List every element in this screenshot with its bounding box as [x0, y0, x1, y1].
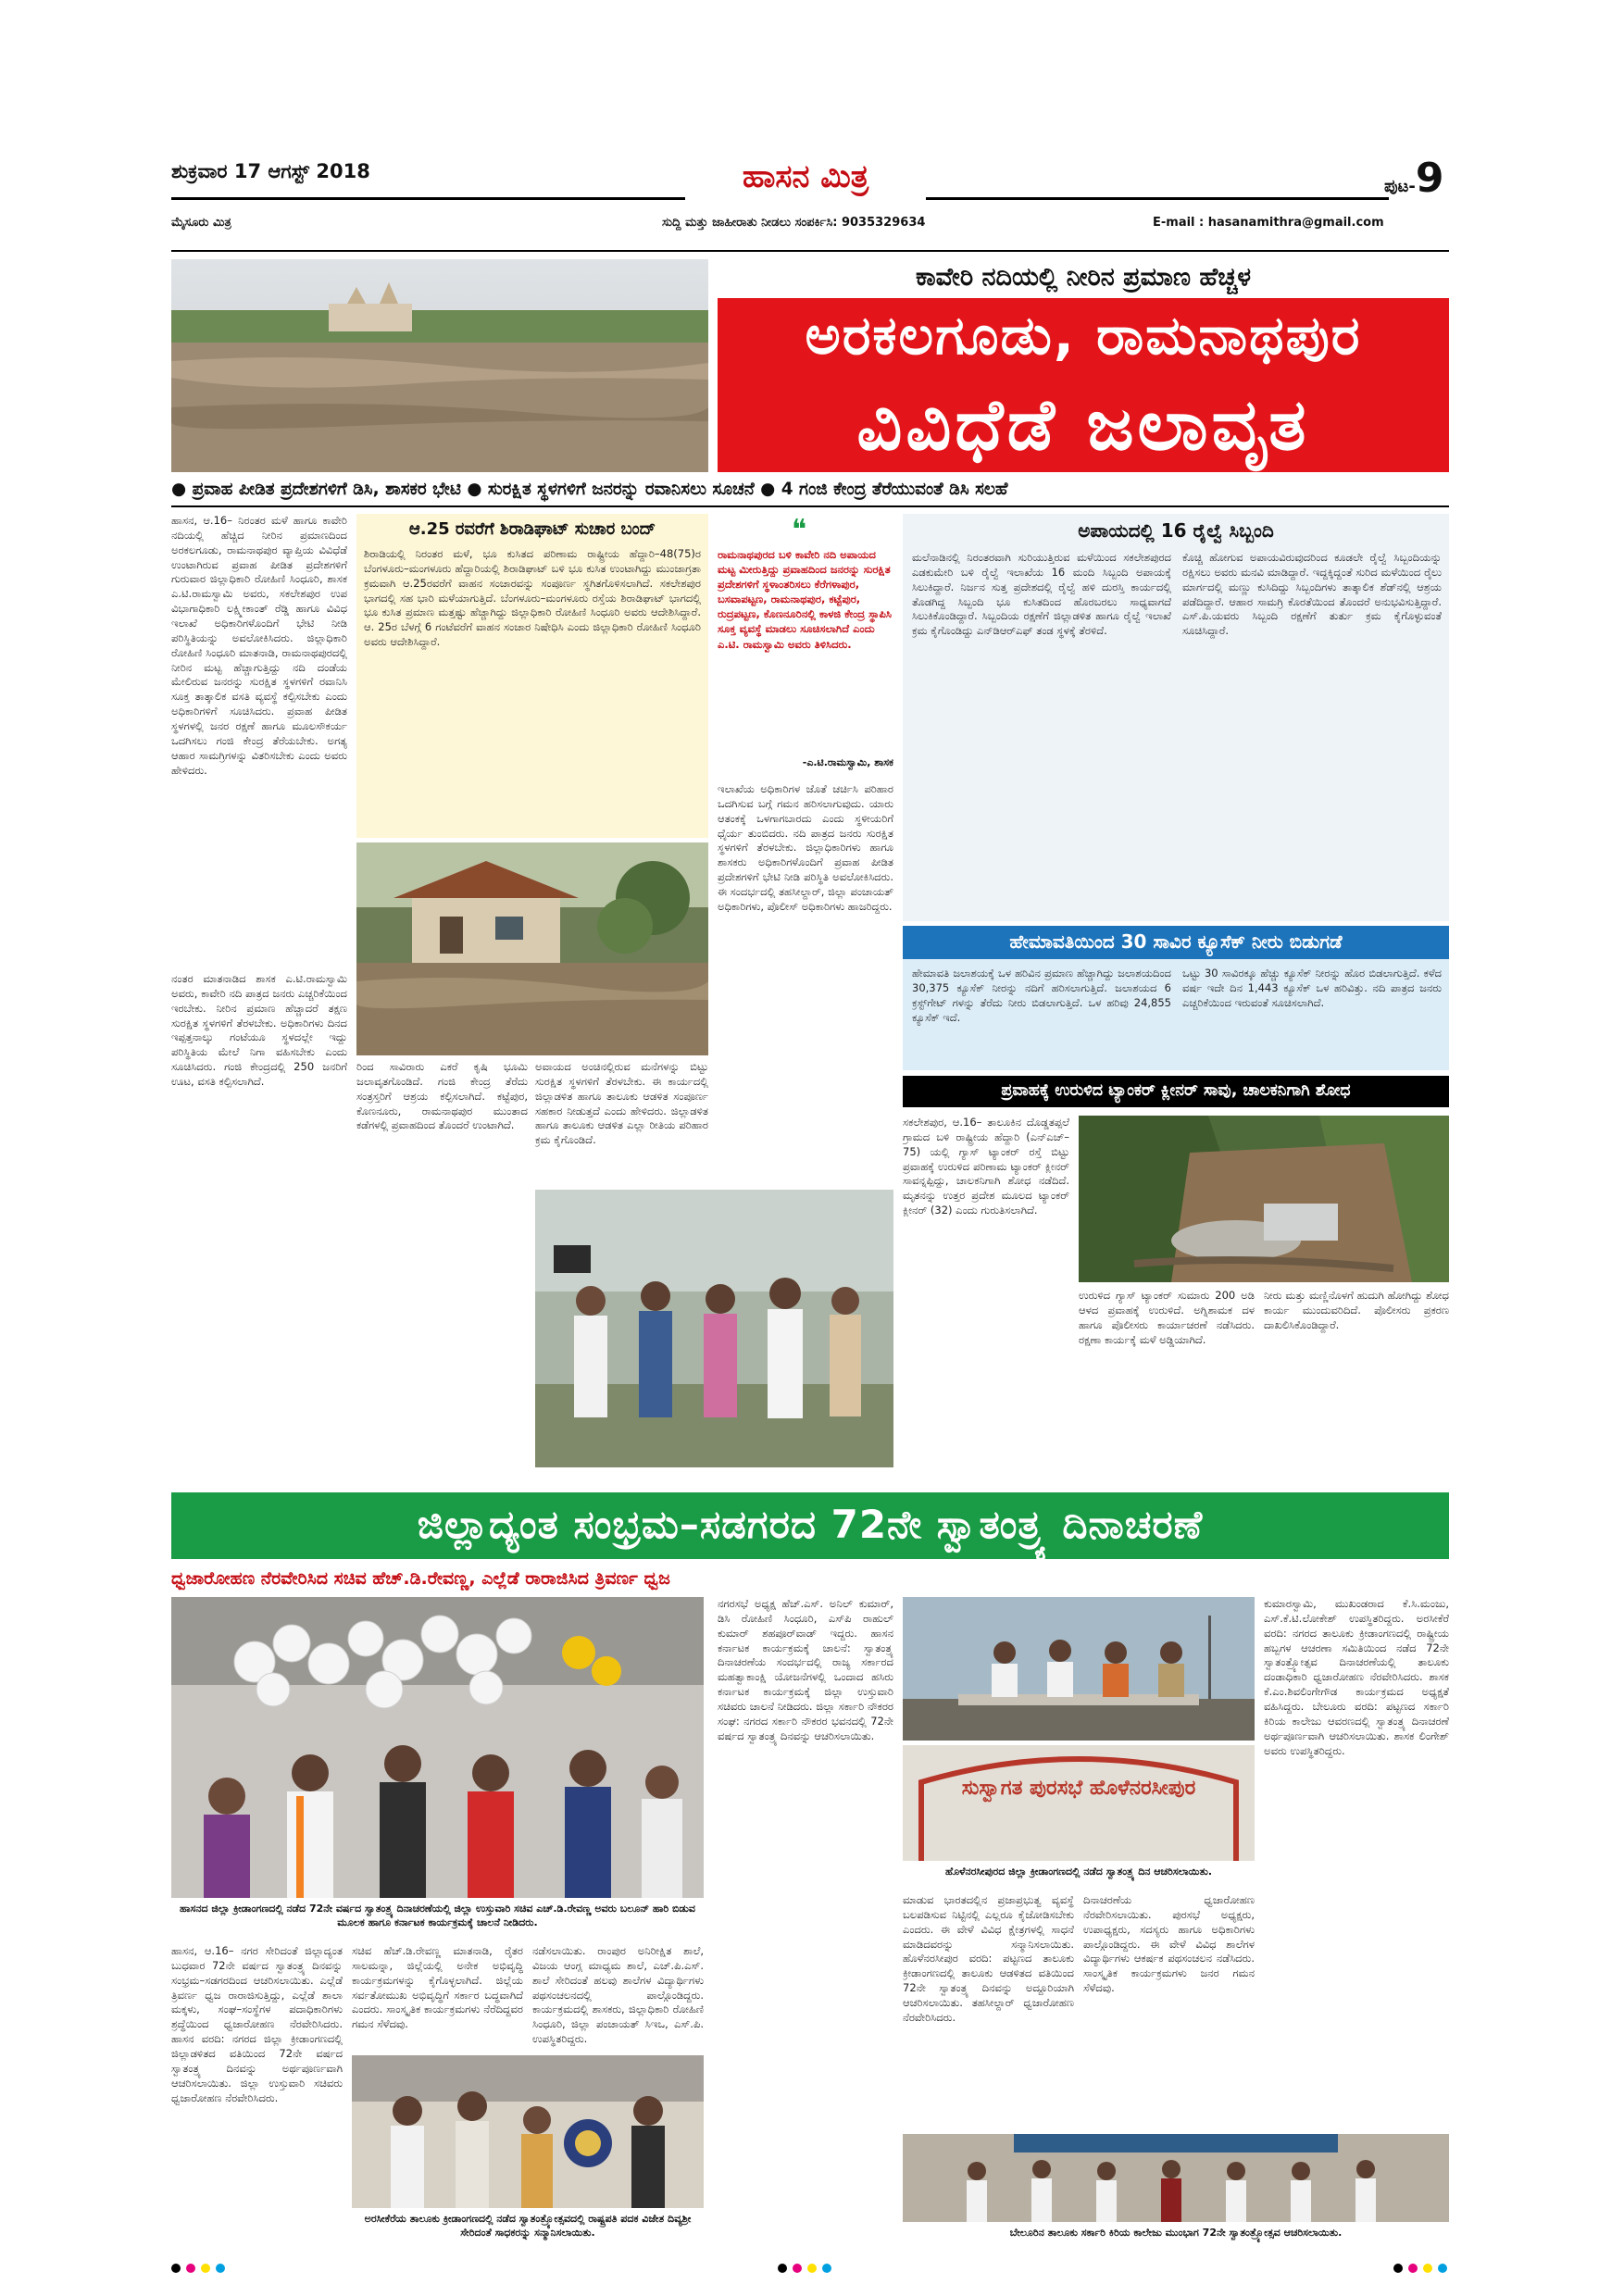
flooded-house-photo [356, 842, 708, 1055]
footer-registration-dots-right [1393, 2259, 1453, 2277]
hemavathi-body-col2: ಒಟ್ಟು 30 ಸಾವಿರಕ್ಕೂ ಹೆಚ್ಚು ಕ್ಯೂಸೆಕ್ ನೀರನ್ನು ಹೊರ ಬಿಡಲಾಗುತ್ತಿದೆ. ಕಳೆದ ವರ್ಷ ಇದೇ ದಿನ 1,443 ಕ್ಯೂಸೆಕ್ ಒಳ ಹರಿವಿತ್ತು. ನದಿ ಪಾತ್ರದ ಜನರು ಎಚ್ಚರಿಕೆಯಿಂದ ಇರುವಂತೆ ಸೂಚಿಸಲಾಗಿದೆ. [1182, 967, 1442, 1009]
quote-attribution: -ಎ.ಟಿ.ರಾಮಸ್ವಾಮಿ, ಶಾಸಕ [802, 756, 893, 768]
tanker-body-col2: ಉರುಳಿದ ಗ್ಯಾಸ್ ಟ್ಯಾಂಕರ್ ಸುಮಾರು 200 ಅಡಿ ಆಳದ ಪ್ರವಾಹಕ್ಕೆ ಉರುಳಿದೆ. ಅಗ್ನಿಶಾಮಕ ದಳ ಹಾಗೂ ಪೊಲೀಸರು ಕಾರ್ಯಾಚರಣೆ ನಡೆಸಿದರು. ರಕ್ಷಣಾ ಕಾರ್ಯಕ್ಕೆ ಮಳೆ ಅಡ್ಡಿಯಾಗಿದೆ. [1079, 1289, 1255, 1346]
contact-line: ಸುದ್ದಿ ಮತ್ತು ಜಾಹೀರಾತು ನೀಡಲು ಸಂಪರ್ಕಿಸಿ: 9035329634 [662, 216, 926, 230]
holenarsipur-welcome-arch-photo [903, 1745, 1255, 1861]
arsikere-felicitation-photo [352, 2055, 704, 2208]
email-line: E-mail : hasanamithra@gmail.com [1153, 216, 1384, 230]
registration-dot [201, 2264, 210, 2273]
independence-body-col-a: ಹಾಸನ, ಆ.16– ನಗರ ಸೇರಿದಂತೆ ಜಿಲ್ಲಾದ್ಯಂತ ಬುಧವಾರ 72ನೇ ವರ್ಷದ ಸ್ವಾತಂತ್ರ್ಯ ದಿನವನ್ನು ಸಂಭ್ರಮ–ಸಡಗರದಿಂದ ಆಚರಿಸಲಾಯಿತು. ಎಲ್ಲೆಡೆ ತ್ರಿವರ್ಣ ಧ್ವಜ ರಾರಾಜಿಸುತ್ತಿದ್ದು, ಎಲ್ಲೆಡೆ ಶಾಲಾ ಮಕ್ಕಳು, ಸಂಘ–ಸಂಸ್ಥೆಗಳ ಪದಾಧಿಕಾರಿಗಳು ಶ್ರದ್ಧೆಯಿಂದ ಧ್ವಜಾರೋಹಣ ನೆರವೇರಿಸಿದರು. ಹಾಸನ ವರದಿ: ನಗರದ ಜಿಲ್ಲಾ ಕ್ರೀಡಾಂಗಣದಲ್ಲಿ ಜಿಲ್ಲಾಡಳಿತದ ವತಿಯಿಂದ 72ನೇ ವರ್ಷದ ಸ್ವಾತಂತ್ರ್ಯ ದಿನವನ್ನು ಅರ್ಥಪೂರ್ಣವಾಗಿ ಆಚರಿಸಲಾಯಿತು. ಜಿಲ್ಲಾ ಉಸ್ತುವಾರಿ ಸಚಿವರು ಧ್ವಜಾರೋಹಣ ನೆರವೇರಿಸಿದರು. [171, 1944, 343, 2104]
railway-headline: ಅಪಾಯದಲ್ಲಿ 16 ರೈಲ್ವೆ ಸಿಬ್ಬಂದಿ [1078, 519, 1274, 542]
lead-kicker: ಕಾವೇರಿ ನದಿಯಲ್ಲಿ ನೀರಿನ ಪ್ರಮಾಣ ಹೆಚ್ಚಳ [916, 263, 1251, 292]
footer-registration-dots-left [171, 2259, 231, 2277]
registration-dot [1408, 2264, 1418, 2273]
page-number: 9 [1415, 155, 1444, 202]
tanker-headline-bar [903, 1076, 1449, 1107]
independence-subhead: ಧ್ವಜಾರೋಹಣ ನೆರವೇರಿಸಿದ ಸಚಿವ ಹೆಚ್.ಡಿ.ರೇವಣ್ಣ, ಎಲ್ಲೆಡೆ ರಾರಾಜಿಸಿದ ತ್ರಿವರ್ಣ ಧ್ವಜ [171, 1568, 670, 1589]
masthead-rule-left [171, 197, 685, 200]
tanker-accident-photo [1079, 1116, 1449, 1282]
registration-dot [171, 2264, 181, 2273]
registration-dot [1393, 2264, 1403, 2273]
newspaper-title: ಹಾಸನ ಮಿತ್ರ [742, 158, 869, 195]
independence-body-col-g: ಕುಮಾರಸ್ವಾಮಿ, ಮುಖಂಡರಾದ ಕೆ.ಸಿ.ಮಂಜು, ಎಸ್.ಕೆ.ಟಿ.ಲೋಕೇಶ್ ಉಪಸ್ಥಿತರಿದ್ದರು. ಅರಸೀಕೆರೆ ವರದಿ: ನಗರದ ತಾಲೂಕು ಕ್ರೀಡಾಂಗಣದಲ್ಲಿ ರಾಷ್ಟ್ರೀಯ ಹಬ್ಬಗಳ ಆಚರಣಾ ಸಮಿತಿಯಿಂದ ನಡೆದ 72ನೇ ಸ್ವಾತಂತ್ರ್ಯೋತ್ಸವ ದಿನಾಚರಣೆಯಲ್ಲಿ ತಾಲೂಕು ದಂಡಾಧಿಕಾರಿ ಧ್ವಜಾರೋಹಣ ನೆರವೇರಿಸಿದರು. ಶಾಸಕ ಕೆ.ಎಂ.ಶಿವಲಿಂಗೇಗೌಡ ಕಾರ್ಯಕ್ರಮದ ಅಧ್ಯಕ್ಷತೆ ವಹಿಸಿದ್ದರು. ಬೇಲೂರು ವರದಿ: ಪಟ್ಟಣದ ಸರ್ಕಾರಿ ಕಿರಿಯ ಕಾಲೇಜು ಆವರಣದಲ್ಲಿ ಸ್ವಾತಂತ್ರ್ಯ ದಿನಾಚರಣೆ ಅರ್ಥಪೂರ್ಣವಾಗಿ ಆಚರಿಸಲಾಯಿತು. ಶಾಸಕ ಲಿಂಗೇಶ್ ಅವರು ಉಪಸ್ಥಿತರಿದ್ದರು. [1264, 1597, 1449, 1757]
masthead-rule-right [926, 197, 1389, 200]
hemavathi-body-col1: ಹೇಮಾವತಿ ಜಲಾಶಯಕ್ಕೆ ಒಳ ಹರಿವಿನ ಪ್ರಮಾಣ ಹೆಚ್ಚಾಗಿದ್ದು ಜಲಾಶಯದಿಂದ 30,375 ಕ್ಯೂಸೆಕ್ ನೀರನ್ನು ನದಿಗೆ ಹರಿಸಲಾಗುತ್ತಿದೆ. ಜಲಾಶಯದ 6 ಕ್ರಸ್ಟ್‌ಗೇಟ್ ಗಳನ್ನು ತೆರೆದು ನೀರು ಬಿಡಲಾಗುತ್ತಿದೆ. ಒಳ ಹರಿವು 24,855 ಕ್ಯೂಸೆಕ್ ಇದೆ. [912, 967, 1171, 1024]
dc-visit-photo [535, 1190, 893, 1467]
railway-body-col1: ಮಲೆನಾಡಿನಲ್ಲಿ ನಿರಂತರವಾಗಿ ಸುರಿಯುತ್ತಿರುವ ಮಳೆಯಿಂದ ಸಕಲೇಶಪುರದ ಎಡಕುಮೇರಿ ಬಳಿ ರೈಲ್ವೆ ಇಲಾಖೆಯ 16 ಮಂದಿ ಸಿಬ್ಬಂದಿ ಅಪಾಯಕ್ಕೆ ಸಿಲುಕಿದ್ದಾರೆ. ನಿರ್ಜನ ಸುತ್ತ ಪ್ರದೇಶದಲ್ಲಿ ರೈಲ್ವೆ ಹಳಿ ದುರಸ್ತಿ ಕಾರ್ಯದಲ್ಲಿ ತೊಡಗಿದ್ದ ಸಿಬ್ಬಂದಿ ಭೂ ಕುಸಿತದಿಂದ ಹೊರಬರಲು ಸಾಧ್ಯವಾಗದೆ ಸಿಲುಕಿಕೊಂಡಿದ್ದಾರೆ. ಸಿಬ್ಬಂದಿಯ ರಕ್ಷಣೆಗೆ ಜಿಲ್ಲಾಡಳಿತ ಹಾಗೂ ರೈಲ್ವೆ ಇಲಾಖೆ ಕ್ರಮ ಕೈಗೊಂಡಿದ್ದು ಎನ್‌ಡಿಆರ್‌ಎಫ್ ತಂಡ ಸ್ಥಳಕ್ಕೆ ತೆರಳಿದೆ. [912, 551, 1171, 638]
lead-headline-line-1: ಅರಕಲಗೂಡು, ರಾಮನಾಥಪುರ [805, 304, 1362, 367]
belur-celebration-photo [903, 2134, 1449, 2222]
lead-strap-rule [171, 505, 1449, 507]
lead-strap: ● ಪ್ರವಾಹ ಪೀಡಿತ ಪ್ರದೇಶಗಳಿಗೆ ಡಿಸಿ, ಶಾಸಕರ ಭೇಟಿ ● ಸುರಕ್ಷಿತ ಸ್ಥಳಗಳಿಗೆ ಜನರನ್ನು ರವಾನಿಸಲು ಸೂಚನೆ ● 4 ಗಂಜಿ ಕೇಂದ್ರ ತೆರೆಯುವಂತೆ ಡಿಸಿ ಸಲಹೆ [171, 480, 1008, 499]
independence-body-col-b: ಸಚಿವ ಹೆಚ್.ಡಿ.ರೇವಣ್ಣ ಮಾತನಾಡಿ, ರೈತರ ಸಾಲಮನ್ನಾ, ಜಿಲ್ಲೆಯಲ್ಲಿ ಅನೇಕ ಅಭಿವೃದ್ಧಿ ಕಾರ್ಯಕ್ರಮಗಳನ್ನು ಕೈಗೊಳ್ಳಲಾಗಿದೆ. ಜಿಲ್ಲೆಯ ಸರ್ವತೋಮುಖ ಅಭಿವೃದ್ಧಿಗೆ ಸರ್ಕಾರ ಬದ್ಧವಾಗಿದೆ ಎಂದರು. ಸಾಂಸ್ಕೃತಿಕ ಕಾರ್ಯಕ್ರಮಗಳು ನೆರೆದಿದ್ದವರ ಗಮನ ಸೆಳೆದವು. [352, 1944, 523, 2031]
issue-date: ಶುಕ್ರವಾರ 17 ಆಗಸ್ಟ್ 2018 [171, 160, 370, 182]
lead-headline-line-2: ವಿವಿಧೆಡೆ ಜಲಾವೃತ [856, 383, 1310, 466]
quote-box [718, 514, 893, 778]
belur-photo-caption: ಬೇಲೂರಿನ ತಾಲೂಕು ಸರ್ಕಾರಿ ಕಿರಿಯ ಕಾಲೇಜು ಮುಂಭಾಗ 72ನೇ ಸ್ವಾತಂತ್ರ್ಯೋತ್ಸವ ಆಚರಿಸಲಾಯಿತು. [1009, 2227, 1343, 2239]
registration-dot [807, 2264, 817, 2273]
page-label [1384, 155, 1444, 202]
independence-headline: ಜಿಲ್ಲಾದ್ಯಂತ ಸಂಭ್ರಮ–ಸಡಗರದ 72ನೇ ಸ್ವಾತಂತ್ರ್ಯ ದಿನಾಚರಣೆ [417, 1502, 1204, 1547]
independence-body-col-c: ನಡೆಸಲಾಯಿತು. ರಾಂಪುರ ಅನಿರೀಕ್ಷಿತ ಶಾಲೆ, ವಿಜಯ ಆಂಗ್ಲ ಮಾಧ್ಯಮ ಶಾಲೆ, ಎಚ್.ಪಿ.ಎಸ್. ಶಾಲೆ ಸೇರಿದಂತೆ ಹಲವು ಶಾಲೆಗಳ ವಿದ್ಯಾರ್ಥಿಗಳು ಪಥಸಂಚಲನದಲ್ಲಿ ಪಾಲ್ಗೊಂಡಿದ್ದರು. ಕಾರ್ಯಕ್ರಮದಲ್ಲಿ ಶಾಸಕರು, ಜಿಲ್ಲಾಧಿಕಾರಿ ರೋಹಿಣಿ ಸಿಂಧೂರಿ, ಜಿಲ್ಲಾ ಪಂಚಾಯತ್ ಸಿಇಒ, ಎಸ್.ಪಿ. ಉಪಸ್ಥಿತರಿದ್ದರು. [532, 1944, 704, 2046]
balloon-photo-caption: ಹಾಸನದ ಜಿಲ್ಲಾ ಕ್ರೀಡಾಂಗಣದಲ್ಲಿ ನಡೆದ 72ನೇ ವರ್ಷದ ಸ್ವಾತಂತ್ರ್ಯ ದಿನಾಚರಣೆಯಲ್ಲಿ ಜಿಲ್ಲಾ ಉಸ್ತುವಾರಿ ಸಚಿವ ಎಚ್.ಡಿ.ರೇವಣ್ಣ ಅವರು ಬಲೂನ್ ಹಾರಿ ಬಿಡುವ ಮೂಲಕ ಹಾಗೂ ಕರ್ನಾಟಕ ಕಾರ್ಯಕ್ರಮಕ್ಕೆ ಚಾಲನೆ ನೀಡಿದರು. [180, 1903, 695, 1928]
shiradi-box [356, 514, 708, 838]
registration-dot [216, 2264, 225, 2273]
hemavathi-box [903, 959, 1449, 1070]
holenarsipur-photo-caption: ಹೊಳೆನರಸೀಪುರದ ಜಿಲ್ಲಾ ಕ್ರೀಡಾಂಗಣದಲ್ಲಿ ನಡೆದ ಸ್ವಾತಂತ್ರ್ಯ ದಿನ ಆಚರಿಸಲಾಯಿತು. [945, 1866, 1212, 1878]
welcome-arch-text: ಸುಸ್ವಾಗತ ಪುರಸಭೆ ಹೊಳೆನರಸೀಪುರ [961, 1777, 1196, 1800]
tanker-body-col3: ನೀರು ಮತ್ತು ಮಣ್ಣಿನೊಳಗೆ ಹುದುಗಿ ಹೋಗಿದ್ದು ಶೋಧ ಕಾರ್ಯ ಮುಂದುವರಿದಿದೆ. ಪೊಲೀಸರು ಪ್ರಕರಣ ದಾಖಲಿಸಿಕೊಂಡಿದ್ದಾರೆ. [1264, 1289, 1449, 1331]
masthead-bottom-rule [171, 250, 1449, 252]
arsikere-photo-caption: ಅರಸೀಕೆರೆಯ ತಾಲೂಕು ಕ್ರೀಡಾಂಗಣದಲ್ಲಿ ನಡೆದ ಸ್ವಾತಂತ್ರ್ಯೋತ್ಸವದಲ್ಲಿ ರಾಷ್ಟ್ರಪತಿ ಪದಕ ವಿಜೇತ ದಿವ್ಯಶ್ರೀ ಸೇರಿದಂತೆ ಸಾಧಕರನ್ನು ಸನ್ಮಾನಿಸಲಾಯಿತು. [364, 2213, 692, 2239]
footer-registration-dots-center [778, 2259, 837, 2277]
hemavathi-headline-bar [903, 926, 1449, 959]
quote-text: ರಾಮನಾಥಪುರದ ಬಳಿ ಕಾವೇರಿ ನದಿ ಅಪಾಯದ ಮಟ್ಟ ಮೀರುತ್ತಿದ್ದು ಪ್ರವಾಹದಿಂದ ಜನರನ್ನು ಸುರಕ್ಷಿತ ಪ್ರದೇಶಗಳಿಗೆ ಸ್ಥಳಾಂತರಿಸಲು ಕೆರೆಗಳಾಪುರ, ಬಸವಾಪಟ್ಟಣ, ರಾಮನಾಥಪುರ, ಕಟ್ಟೆಪುರ, ರುದ್ರಪಟ್ಟಣ, ಕೊಣನೂರಿನಲ್ಲಿ ಕಾಳಜಿ ಕೇಂದ್ರ ಸ್ಥಾಪಿಸಿ ಸೂಕ್ತ ವ್ಯವಸ್ಥೆ ಮಾಡಲು ಸೂಚಿಸಲಾಗಿದೆ ಎಂದು ಎ.ಟಿ. ರಾಮಸ್ವಾಮಿ ಅವರು ತಿಳಿಸಿದರು. [718, 548, 892, 651]
hemavathi-headline: ಹೇಮಾವತಿಯಿಂದ 30 ಸಾವಿರ ಕ್ಯೂಸೆಕ್ ನೀರು ಬಿಡುಗಡೆ [1009, 930, 1343, 953]
masthead [171, 153, 1449, 236]
page-prefix: ಪುಟ- [1384, 177, 1416, 196]
lead-headline-box [718, 298, 1449, 472]
lead-body-col1: ಹಾಸನ, ಆ.16– ನಿರಂತರ ಮಳೆ ಹಾಗೂ ಕಾವೇರಿ ನದಿಯಲ್ಲಿ ಹೆಚ್ಚಿದ ನೀರಿನ ಪ್ರಮಾಣದಿಂದ ಅರಕಲಗೂಡು, ರಾಮನಾಥಪುರ ವ್ಯಾಪ್ತಿಯ ವಿವಿಧೆಡೆ ಉಂಟಾಗಿರುವ ಪ್ರವಾಹ ಪೀಡಿತ ಪ್ರದೇಶಗಳಿಗೆ ಗುರುವಾರ ಜಿಲ್ಲಾಧಿಕಾರಿ ರೋಹಿಣಿ ಸಿಂಧೂರಿ, ಶಾಸಕ ಎ.ಟಿ.ರಾಮಸ್ವಾಮಿ ಅವರು, ಸಕಲೇಶಪುರ ಉಪ ವಿಭಾಗಾಧಿಕಾರಿ ಲಕ್ಷ್ಮೀಕಾಂತ್ ರೆಡ್ಡಿ ಹಾಗೂ ವಿವಿಧ ಇಲಾಖೆ ಅಧಿಕಾರಿಗಳೊಂದಿಗೆ ಭೇಟಿ ನೀಡಿ ಪರಿಸ್ಥಿತಿಯನ್ನು ಅವಲೋಕಿಸಿದರು. ಜಿಲ್ಲಾಧಿಕಾರಿ ರೋಹಿಣಿ ಸಿಂಧೂರಿ ಮಾತನಾಡಿ, ರಾಮನಾಥಪುರದಲ್ಲಿ ನೀರಿನ ಮಟ್ಟ ಹೆಚ್ಚಾಗುತ್ತಿದ್ದು ನದಿ ದಂಡೆಯ ಮೇಲಿರುವ ಜನರನ್ನು ಸುರಕ್ಷಿತ ಸ್ಥಳಗಳಿಗೆ ರವಾನಿಸಿ ಸೂಕ್ತ ತಾತ್ಕಾಲಿಕ ವಸತಿ ವ್ಯವಸ್ಥೆ ಕಲ್ಪಿಸಬೇಕು ಎಂದು ಅಧಿಕಾರಿಗಳಿಗೆ ಸೂಚಿಸಿದರು. ಪ್ರವಾಹ ಪೀಡಿತ ಸ್ಥಳಗಳಲ್ಲಿ ಜನರ ರಕ್ಷಣೆ ಹಾಗೂ ಮೂಲಸೌಕರ್ಯ ಒದಗಿಸಲು ಗಂಜಿ ಕೇಂದ್ರ ತೆರೆಯಬೇಕು. ಅಗತ್ಯ ಆಹಾರ ಸಾಮಗ್ರಿಗಳನ್ನು ವಿತರಿಸಬೇಕು ಎಂದು ಅವರು ಹೇಳಿದರು. [171, 514, 347, 777]
tanker-headline: ಪ್ರವಾಹಕ್ಕೆ ಉರುಳಿದ ಟ್ಯಾಂಕರ್ ಕ್ಲೀನರ್ ಸಾವು, ಚಾಲಕನಿಗಾಗಿ ಶೋಧ [1001, 1081, 1351, 1100]
lead-body-col1b: ನಂತರ ಮಾತನಾಡಿದ ಶಾಸಕ ಎ.ಟಿ.ರಾಮಸ್ವಾಮಿ ಅವರು, ಕಾವೇರಿ ನದಿ ಪಾತ್ರದ ಜನರು ಎಚ್ಚರಿಕೆಯಿಂದ ಇರಬೇಕು. ನೀರಿನ ಪ್ರಮಾಣ ಹೆಚ್ಚಾದರೆ ತಕ್ಷಣ ಸುರಕ್ಷಿತ ಸ್ಥಳಗಳಿಗೆ ತೆರಳಬೇಕು. ಅಧಿಕಾರಿಗಳು ದಿನದ ಇಪ್ಪತ್ತನಾಲ್ಕು ಗಂಟೆಯೂ ಸ್ಥಳದಲ್ಲೇ ಇದ್ದು ಪರಿಸ್ಥಿತಿಯ ಮೇಲೆ ನಿಗಾ ವಹಿಸಬೇಕು ಎಂದು ಸೂಚಿಸಿದರು. ಗಂಜಿ ಕೇಂದ್ರದಲ್ಲಿ 250 ಜನರಿಗೆ ಊಟ, ವಸತಿ ಕಲ್ಪಿಸಲಾಗಿದೆ. [171, 972, 347, 1089]
independence-body-col-f: ದಿನಾಚರಣೆಯ ಧ್ವಜಾರೋಹಣ ನೆರವೇರಿಸಲಾಯಿತು. ಪುರಸಭೆ ಅಧ್ಯಕ್ಷರು, ಉಪಾಧ್ಯಕ್ಷರು, ಸದಸ್ಯರು ಹಾಗೂ ಅಧಿಕಾರಿಗಳು ಪಾಲ್ಗೊಂಡಿದ್ದರು. ಈ ವೇಳೆ ವಿವಿಧ ಶಾಲೆಗಳ ವಿದ್ಯಾರ್ಥಿಗಳು ಆಕರ್ಷಕ ಪಥಸಂಚಲನ ನಡೆಸಿದರು. ಸಾಂಸ್ಕೃತಿಕ ಕಾರ್ಯಕ್ರಮಗಳು ಜನರ ಗಮನ ಸೆಳೆದವು. [1083, 1893, 1255, 1995]
registration-dot [822, 2264, 831, 2273]
independence-body-col-d: ನಗರಸಭೆ ಅಧ್ಯಕ್ಷ ಹೆಚ್.ಎಸ್. ಅನಿಲ್ ಕುಮಾರ್, ಡಿಸಿ ರೋಹಿಣಿ ಸಿಂಧೂರಿ, ಎಸ್‌ಪಿ ರಾಹುಲ್ ಕುಮಾರ್ ಶಹಪೂರ್‌ವಾಡ್ ಇದ್ದರು. ಹಾಸನ ಕರ್ನಾಟಕ ಕಾರ್ಯಕ್ರಮಕ್ಕೆ ಚಾಲನೆ: ಸ್ವಾತಂತ್ರ್ಯ ದಿನಾಚರಣೆಯ ಸಂದರ್ಭದಲ್ಲಿ ರಾಜ್ಯ ಸರ್ಕಾರದ ಮಹತ್ವಾಕಾಂಕ್ಷಿ ಯೋಜನೆಗಳಲ್ಲಿ ಒಂದಾದ ಹಸಿರು ಕರ್ನಾಟಕ ಕಾರ್ಯಕ್ರಮಕ್ಕೆ ಜಿಲ್ಲಾ ಉಸ್ತುವಾರಿ ಸಚಿವರು ಚಾಲನೆ ನೀಡಿದರು. ಜಿಲ್ಲಾ ಸರ್ಕಾರಿ ನೌಕರರ ಸಂಘ: ನಗರದ ಸರ್ಕಾರಿ ನೌಕರರ ಭವನದಲ್ಲಿ 72ನೇ ವರ್ಷದ ಸ್ವಾತಂತ್ರ್ಯ ದಿನವನ್ನು ಆಚರಿಸಲಾಯಿತು. [718, 1597, 893, 1742]
registration-dot [778, 2264, 787, 2273]
balloon-release-photo [171, 1597, 704, 1898]
quote-followup-body: ಇಲಾಖೆಯ ಅಧಿಕಾರಿಗಳ ಜೊತೆ ಚರ್ಚಿಸಿ ಪರಿಹಾರ ಒದಗಿಸುವ ಬಗ್ಗೆ ಗಮನ ಹರಿಸಲಾಗುವುದು. ಯಾರು ಆತಂಕಕ್ಕೆ ಒಳಗಾಗಬಾರದು ಎಂದು ಸ್ಥಳೀಯರಿಗೆ ಧೈರ್ಯ ತುಂಬಿದರು. ನದಿ ಪಾತ್ರದ ಜನರು ಸುರಕ್ಷಿತ ಸ್ಥಳಗಳಿಗೆ ತೆರಳಬೇಕು. ಜಿಲ್ಲಾಧಿಕಾರಿಗಳು ಹಾಗೂ ಶಾಸಕರು ಅಧಿಕಾರಿಗಳೊಂದಿಗೆ ಪ್ರವಾಹ ಪೀಡಿತ ಪ್ರದೇಶಗಳಿಗೆ ಭೇಟಿ ನೀಡಿ ಪರಿಸ್ಥಿತಿ ಅವಲೋಕಿಸಿದರು. ಈ ಸಂದರ್ಭದಲ್ಲಿ ತಹಸೀಲ್ದಾರ್, ಜಿಲ್ಲಾ ಪಂಚಾಯತ್ ಅಧಿಕಾರಿಗಳು, ಪೊಲೀಸ್ ಅಧಿಕಾರಿಗಳು ಹಾಜರಿದ್ದರು. [718, 782, 893, 913]
lead-body-col2b: ರಿಂದ ಸಾವಿರಾರು ಎಕರೆ ಕೃಷಿ ಭೂಮಿ ಜಲಾವೃತಗೊಂಡಿದೆ. ಗಂಜಿ ಕೇಂದ್ರ ತೆರೆದು ಸಂತ್ರಸ್ತರಿಗೆ ಆಶ್ರಯ ಕಲ್ಪಿಸಲಾಗಿದೆ. ಕಟ್ಟೆಪುರ, ಕೊಣನೂರು, ರಾಮನಾಥಪುರ ಮುಂತಾದ ಕಡೆಗಳಲ್ಲಿ ಪ್ರವಾಹದಿಂದ ತೊಂದರೆ ಉಂಟಾಗಿದೆ. [356, 1060, 528, 1132]
registration-dot [186, 2264, 195, 2273]
registration-dot [1438, 2264, 1447, 2273]
quote-mark-icon: ❝ [792, 514, 807, 546]
shiradi-body: ಶಿರಾಡಿಯಲ್ಲಿ ನಿರಂತರ ಮಳೆ, ಭೂ ಕುಸಿತದ ಪರಿಣಾಮ ರಾಷ್ಟ್ರೀಯ ಹೆದ್ದಾರಿ–48(75)ರ ಬೆಂಗಳೂರು–ಮಂಗಳೂರು ಹೆದ್ದಾರಿಯಲ್ಲಿ ಶಿರಾಡಿಘಾಟ್ ಬಳಿ ಭೂ ಕುಸಿತ ಉಂಟಾಗಿದ್ದು ಮುಂಜಾಗ್ರತಾ ಕ್ರಮವಾಗಿ ಆ.25ರವರೆಗೆ ವಾಹನ ಸಂಚಾರವನ್ನು ಸಂಪೂರ್ಣ ಸ್ಥಗಿತಗೊಳಿಸಲಾಗಿದೆ. ಸಕಲೇಶಪುರ ಭಾಗದಲ್ಲಿ ಸಹ ಭಾರಿ ಮಳೆಯಾಗುತ್ತಿದೆ. ಬೆಂಗಳೂರು–ಮಂಗಳೂರು ರಸ್ತೆಯ ಶಿರಾಡಿಘಾಟ್ ಭಾಗದಲ್ಲಿ ಭೂ ಕುಸಿತ ಪ್ರಮಾಣ ಮತ್ತಷ್ಟು ಹೆಚ್ಚಾಗಿದ್ದು ಜಿಲ್ಲಾಧಿಕಾರಿ ರೋಹಿಣಿ ಸಿಂಧೂರಿ ಅವರು ಆದೇಶಿಸಿದ್ದಾರೆ. ಆ. 25ರ ಬೆಳಗ್ಗೆ 6 ಗಂಟೆವರೆಗೆ ವಾಹನ ಸಂಚಾರ ನಿಷೇಧಿಸಿ ಎಂದು ಜಿಲ್ಲಾಧಿಕಾರಿ ರೋಹಿಣಿ ಸಿಂಧೂರಿ ಅವರು ಆದೇಶಿಸಿದ್ದಾರೆ. [364, 547, 701, 649]
flood-river-photo [171, 259, 708, 472]
lead-body-col2c: ಅವಾಯದ ಅಂಚಿನಲ್ಲಿರುವ ಮನೆಗಳನ್ನು ಬಿಟ್ಟು ಸುರಕ್ಷಿತ ಸ್ಥಳಗಳಿಗೆ ತೆರಳಬೇಕು. ಈ ಕಾರ್ಯದಲ್ಲಿ ಜಿಲ್ಲಾಡಳಿತ ಹಾಗೂ ತಾಲೂಕು ಆಡಳಿತ ಸಂಪೂರ್ಣ ಸಹಕಾರ ನೀಡುತ್ತದೆ ಎಂದು ಹೇಳಿದರು. ಜಿಲ್ಲಾಡಳಿತ ಹಾಗೂ ತಾಲೂಕು ಆಡಳಿತ ಎಲ್ಲಾ ರೀತಿಯ ಪರಿಹಾರ ಕ್ರಮ ಕೈಗೊಂಡಿದೆ. [535, 1060, 708, 1147]
shiradi-headline: ಆ.25 ರವರೆಗೆ ಶಿರಾಡಿಘಾಟ್ ಸುಚಾರ ಬಂದ್ [408, 519, 656, 539]
tanker-body-col1: ಸಕಲೇಶಪುರ, ಆ.16– ತಾಲೂಕಿನ ದೊಡ್ಡತಪ್ಪಲೆ ಗ್ರಾಮದ ಬಳಿ ರಾಷ್ಟ್ರೀಯ ಹೆದ್ದಾರಿ (ಎನ್‌ಎಚ್–75) ಯಲ್ಲಿ ಗ್ಯಾಸ್ ಟ್ಯಾಂಕರ್ ರಸ್ತೆ ಬಿಟ್ಟು ಪ್ರವಾಹಕ್ಕೆ ಉರುಳಿದ ಪರಿಣಾಮ ಟ್ಯಾಂಕರ್ ಕ್ಲೀನರ್ ಸಾವನ್ನಪ್ಪಿದ್ದು, ಚಾಲಕನಿಗಾಗಿ ಶೋಧ ನಡೆದಿದೆ. ಮೃತನನ್ನು ಉತ್ತರ ಪ್ರದೇಶ ಮೂಲದ ಟ್ಯಾಂಕರ್ ಕ್ಲೀನರ್ (32) ಎಂದು ಗುರುತಿಸಲಾಗಿದೆ. [903, 1116, 1069, 1217]
edition-name: ಮೈಸೂರು ಮಿತ್ರ [171, 216, 231, 230]
holenarsipur-flag-photo [903, 1597, 1255, 1741]
independence-body-col-e: ಮಾಡುವ ಭಾರತದಲ್ಲಿನ ಪ್ರಜಾಪ್ರಭುತ್ವ ವ್ಯವಸ್ಥೆ ಬಲಪಡಿಸುವ ನಿಟ್ಟಿನಲ್ಲಿ ಎಲ್ಲರೂ ಕೈಜೋಡಿಸಬೇಕು ಎಂದರು. ಈ ವೇಳೆ ವಿವಿಧ ಕ್ಷೇತ್ರಗಳಲ್ಲಿ ಸಾಧನೆ ಮಾಡಿದವರನ್ನು ಸನ್ಮಾನಿಸಲಾಯಿತು. ಹೊಳೆನರಸೀಪುರ ವರದಿ: ಪಟ್ಟಣದ ತಾಲೂಕು ಕ್ರೀಡಾಂಗಣದಲ್ಲಿ ತಾಲೂಕು ಆಡಳಿತದ ವತಿಯಿಂದ 72ನೇ ಸ್ವಾತಂತ್ರ್ಯ ದಿನವನ್ನು ಅದ್ದೂರಿಯಾಗಿ ಆಚರಿಸಲಾಯಿತು. ತಹಸೀಲ್ದಾರ್ ಧ್ವಜಾರೋಹಣ ನೆರವೇರಿಸಿದರು. [903, 1893, 1074, 2024]
independence-banner [171, 1492, 1449, 1559]
railway-box [903, 514, 1449, 921]
registration-dot [1423, 2264, 1432, 2273]
registration-dot [793, 2264, 802, 2273]
railway-body-col2: ಕೊಚ್ಚಿ ಹೋಗುವ ಅಪಾಯವಿರುವುದರಿಂದ ಕೂಡಲೇ ರೈಲ್ವೆ ಸಿಬ್ಬಂದಿಯನ್ನು ರಕ್ಷಿಸಲು ಅವರು ಮನವಿ ಮಾಡಿದ್ದಾರೆ. ಇದ್ದಕ್ಕಿದ್ದಂತೆ ಸುರಿದ ಮಳೆಯಿಂದ ರೈಲು ಮಾರ್ಗದಲ್ಲಿ ಮಣ್ಣು ಕುಸಿದಿದ್ದು ಸಿಬ್ಬಂದಿಗಳು ತಾತ್ಕಾಲಿಕ ಶೆಡ್‌ನಲ್ಲಿ ಆಶ್ರಯ ಪಡೆದಿದ್ದಾರೆ. ಆಹಾರ ಸಾಮಗ್ರಿ ಕೊರತೆಯಿಂದ ತೊಂದರೆ ಅನುಭವಿಸುತ್ತಿದ್ದಾರೆ. ಎಸ್.ಪಿ.ಯವರು ಸಿಬ್ಬಂದಿ ರಕ್ಷಣೆಗೆ ತುರ್ತು ಕ್ರಮ ಕೈಗೊಳ್ಳುವಂತೆ ಸೂಚಿಸಿದ್ದಾರೆ. [1182, 551, 1442, 638]
